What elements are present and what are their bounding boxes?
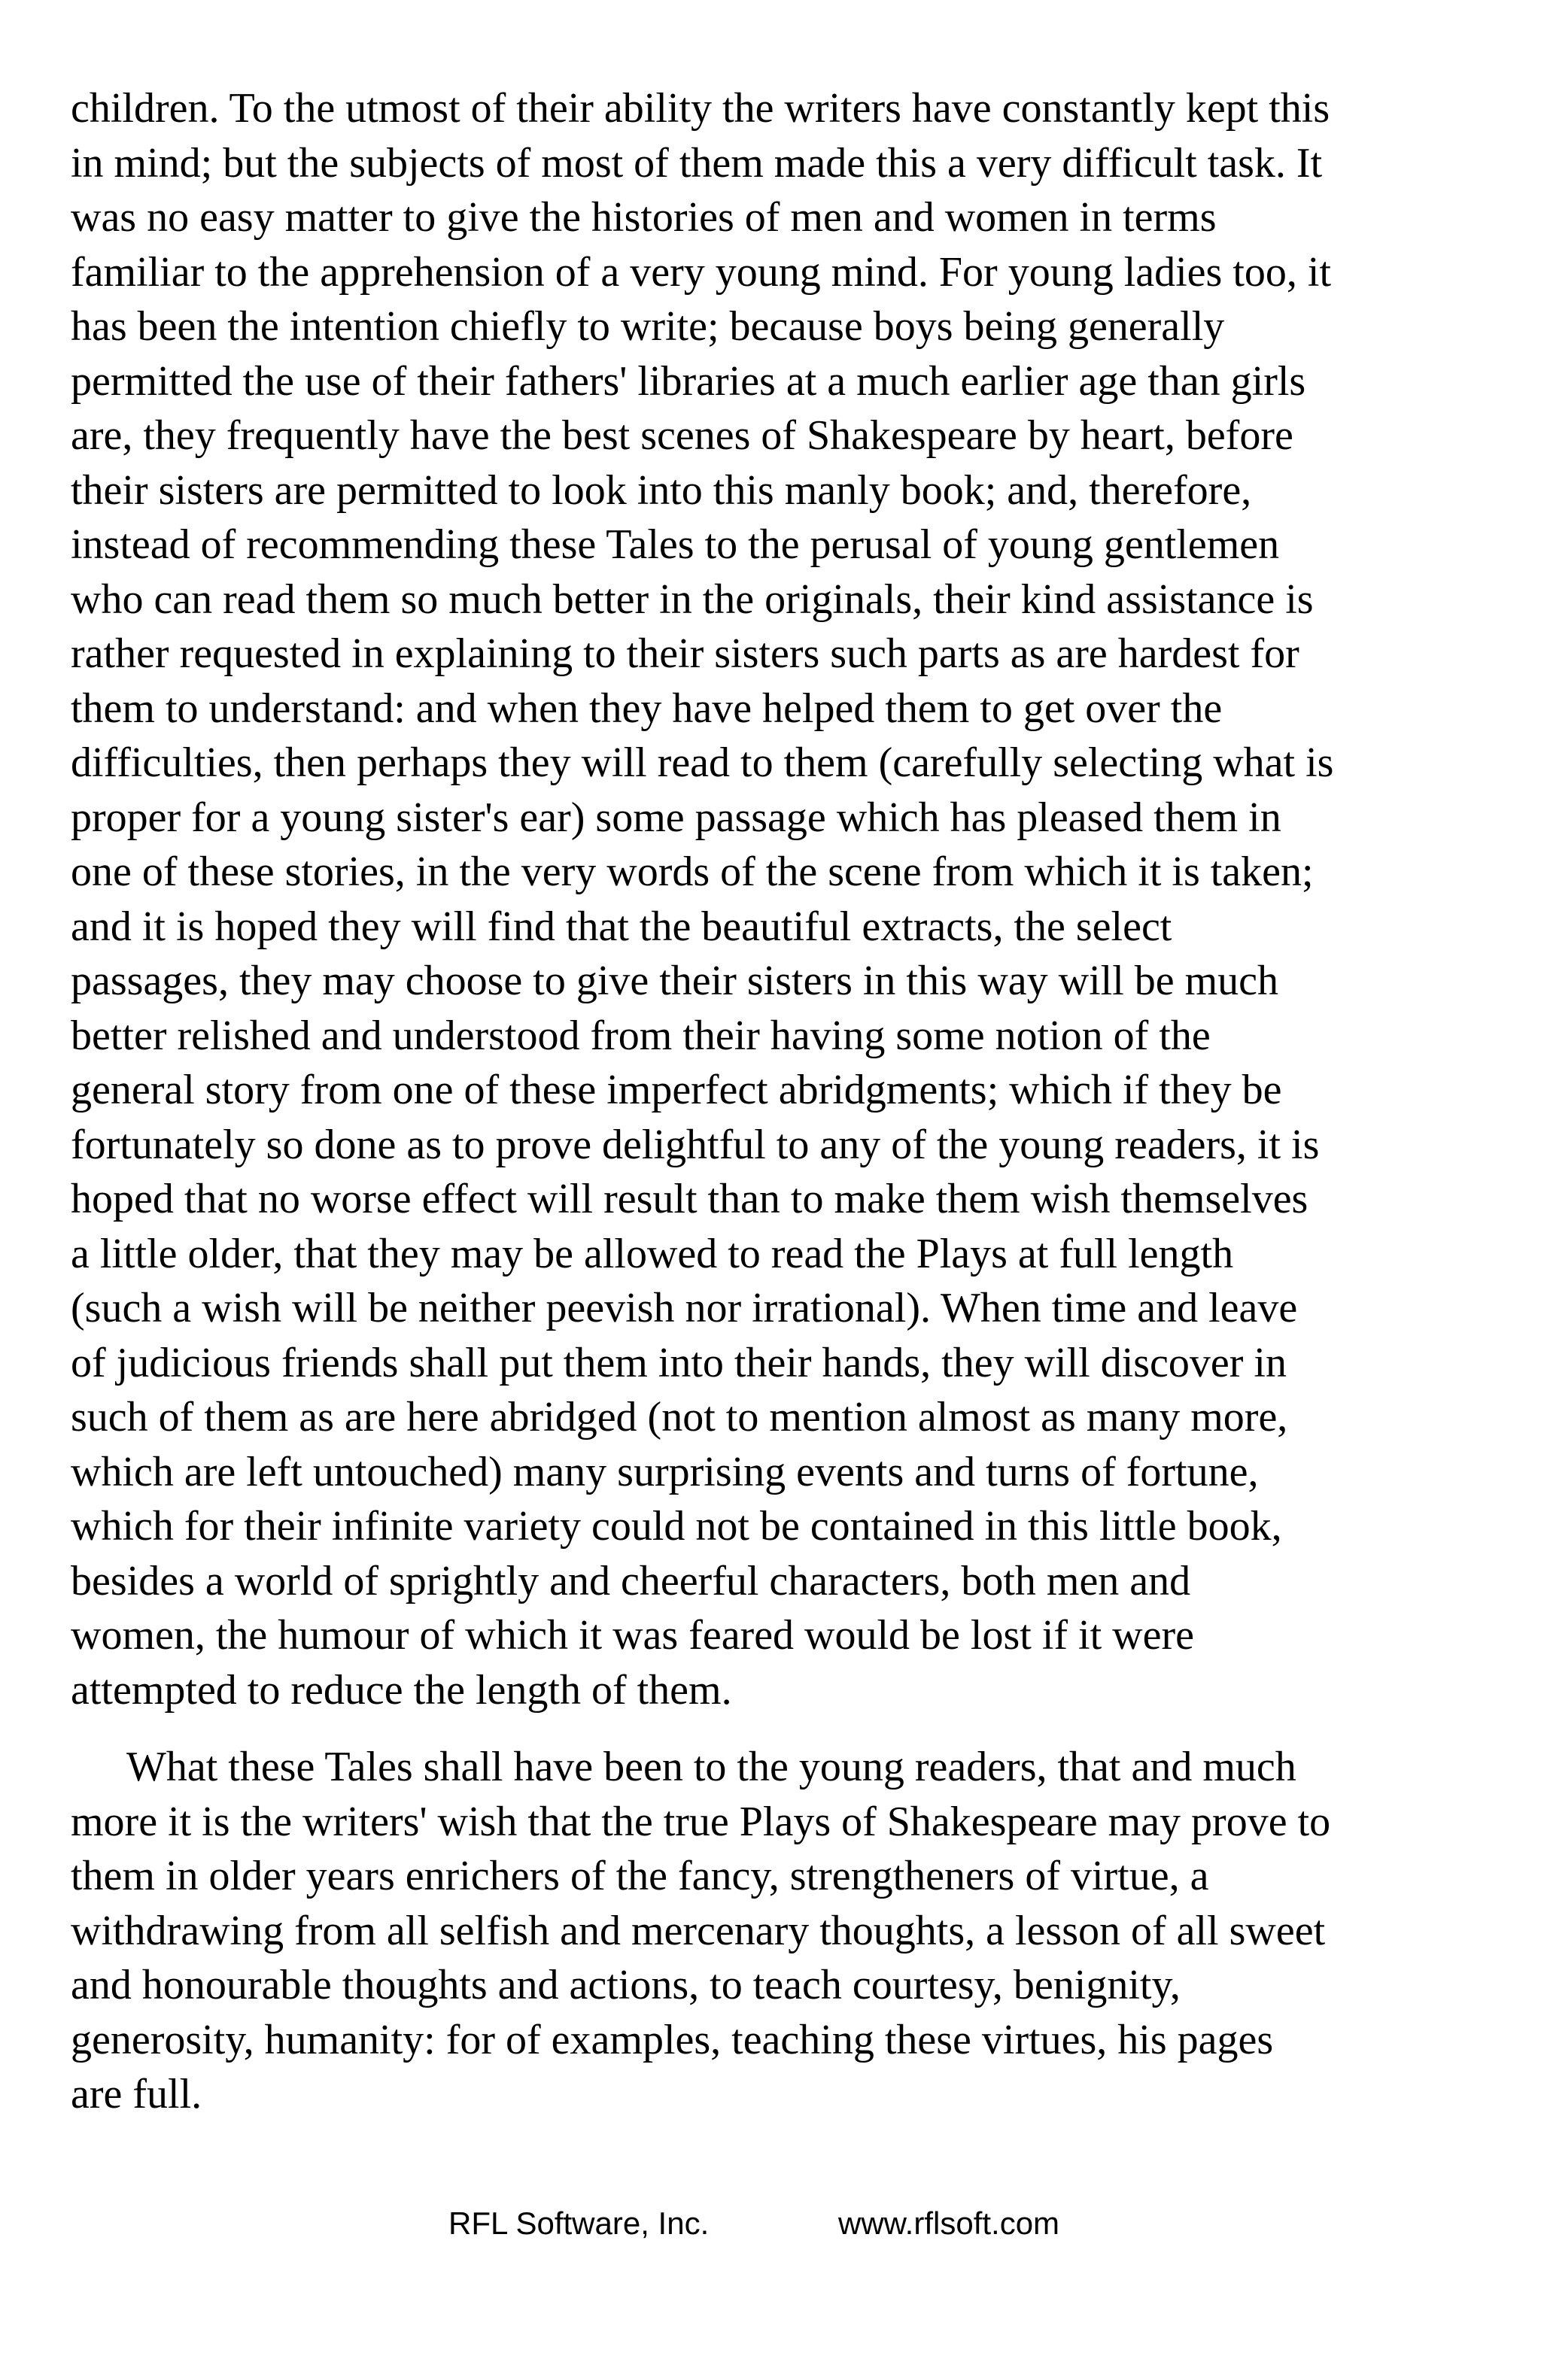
text-line: such of them as are here abridged (not to mention almost as many more,	[71, 1394, 1288, 1440]
text-line: are full.	[71, 2071, 202, 2117]
text-line: general story from one of these imperfect abridgments; which if they be	[71, 1067, 1282, 1113]
text-line: children. To the utmost of their ability the writers have constantly kept this	[71, 85, 1330, 132]
text-line: passages, they may choose to give their sisters in this way will be much	[71, 958, 1279, 1004]
text-line: them to understand: and when they have helped them to get over the	[71, 685, 1223, 732]
text-line: women, the humour of which it was feared would be lost if it were	[71, 1612, 1194, 1659]
text-line: besides a world of sprightly and cheerful characters, both men and	[71, 1557, 1191, 1604]
footer-website-link[interactable]: www.rflsoft.com	[838, 2205, 1060, 2241]
text-line: of judicious friends shall put them into their hands, they will discover in	[71, 1339, 1287, 1386]
text-line: (such a wish will be neither peevish nor irrational). When time and leave	[71, 1285, 1298, 1331]
text-line: which are left untouched) many surprising events and turns of fortune,	[71, 1448, 1259, 1495]
text-line: and it is hoped they will find that the beautiful extracts, the select	[71, 903, 1172, 950]
text-line: hoped that no worse effect will result than to make them wish themselves	[71, 1176, 1308, 1222]
text-line: a little older, that they may be allowed to read the Plays at full length	[71, 1230, 1234, 1277]
text-line: one of these stories, in the very words of the scene from which it is taken;	[71, 848, 1314, 895]
text-line: fortunately so done as to prove delightful to any of the young readers, it is	[71, 1121, 1320, 1168]
text-line: proper for a young sister's ear) some passage which has pleased them in	[71, 794, 1281, 841]
body-text	[71, 81, 1500, 2122]
text-line: attempted to reduce the length of them.	[71, 1666, 732, 1714]
text-line: has been the intention chiefly to write; because boys being generally	[71, 303, 1225, 350]
text-line: are, they frequently have the best scenes of Shakespeare by heart, before	[71, 412, 1293, 459]
text-line: generosity, humanity: for of examples, teaching these virtues, his pages	[71, 2016, 1274, 2063]
footer-company-name: RFL Software, Inc.	[448, 2205, 710, 2241]
text-line: who can read them so much better in the originals, their kind assistance is	[71, 575, 1314, 623]
text-line: better relished and understood from their having some notion of the	[71, 1012, 1211, 1059]
paragraph-spacer	[71, 1717, 1500, 1740]
text-line: which for their infinite variety could not be contained in this little book,	[71, 1503, 1282, 1550]
text-line: their sisters are permitted to look into this manly book; and, therefore,	[71, 466, 1252, 514]
text-line: in mind; but the subjects of most of them made this a very difficult task. It	[71, 139, 1323, 187]
paragraph-1	[71, 81, 1500, 1717]
text-line: them in older years enrichers of the fancy, strengtheners of virtue, a	[71, 1853, 1209, 1899]
text-line: more it is the writers' wish that the true Plays of Shakespeare may prove to	[71, 1798, 1331, 1845]
text-line: withdrawing from all selfish and mercenary thoughts, a lesson of all sweet	[71, 1907, 1326, 1954]
paragraph-2	[71, 1740, 1500, 2122]
text-line: rather requested in explaining to their sisters such parts as are hardest for	[71, 630, 1299, 677]
text-line: instead of recommending these Tales to the perusal of young gentlemen	[71, 521, 1280, 568]
text-line: permitted the use of their fathers' libraries at a much earlier age than girls	[71, 357, 1306, 405]
text-line: What these Tales shall have been to the young readers, that and much	[126, 1744, 1296, 1790]
text-line: was no easy matter to give the histories of men and women in terms	[71, 194, 1217, 241]
text-line: and honourable thoughts and actions, to teach courtesy, benignity,	[71, 1962, 1181, 2008]
text-line: difficulties, then perhaps they will read to them (carefully selecting what is	[71, 739, 1334, 786]
text-line: familiar to the apprehension of a very young mind. For young ladies too, it	[71, 248, 1331, 296]
